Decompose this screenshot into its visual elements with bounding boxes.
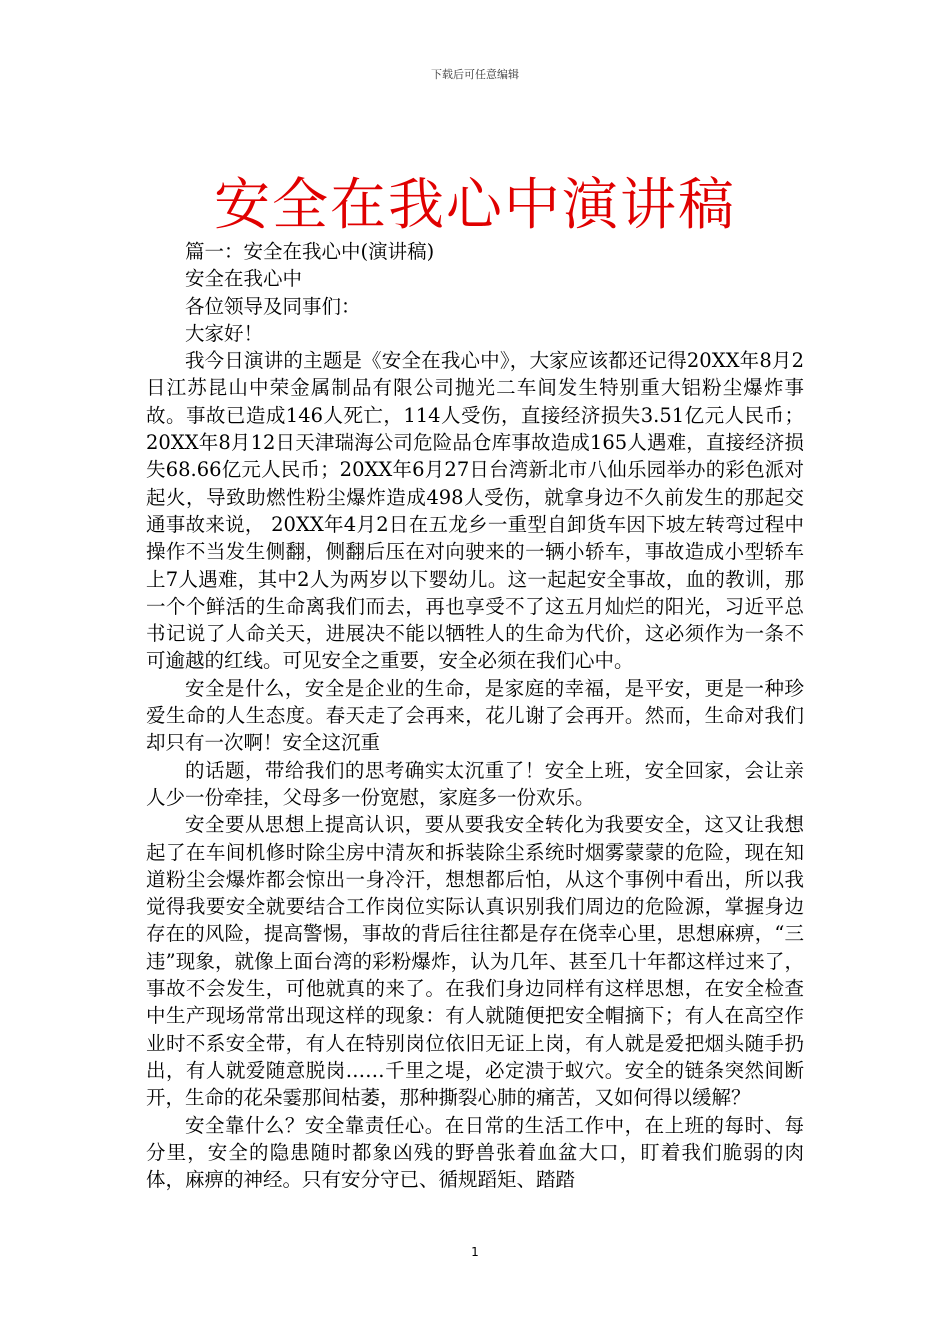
- paragraph: 篇一：安全在我心中(演讲稿): [185, 240, 435, 263]
- paragraph: 大家好！: [185, 321, 264, 345]
- paragraph: 安全在我心中: [185, 267, 303, 291]
- paragraph: 安全是什么，安全是企业的生命，是家庭的幸福，是平安，更是一种珍爱生命的人生态度。春天走了会再来，花儿谢了会再开。然而，生命对我们却只有一次啊！安全这沉重: [146, 676, 804, 755]
- paragraph: 的话题，带给我们的思考确实太沉重了！安全上班，安全回家，会让亲人少一份牵挂，父母多一份宽慰，家庭多一份欢乐。: [146, 758, 804, 809]
- paragraph: 安全靠什么？安全靠责任心。在日常的生活工作中，在上班的每时、每分里，安全的隐患随时都象凶残的野兽张着血盆大口，盯着我们脆弱的肉体，麻痹的神经。只有安分守已、循规蹈矩、踏踏: [146, 1113, 804, 1192]
- page-number: 1: [471, 1245, 479, 1259]
- paragraph: 各位领导及同事们：: [185, 294, 361, 318]
- document-title: 安全在我心中演讲稿: [214, 172, 736, 238]
- page-header-note: 下载后可任意编辑: [431, 68, 519, 81]
- paragraph: 我今日演讲的主题是《安全在我心中》，大家应该都还记得20XX年8月2日江苏昆山中荣金属制品有限公司抛光二车间发生特别重大铝粉尘爆炸事故。事故已造成146人死亡，114人受伤，直接经济损失3.51亿元人民币；20XX年8月12日天津瑞海公司危险品仓库事故造成165人遇难，直接经济损失68.66亿元人民币；20XX年6月27日台湾新北市八仙乐园举办的彩色派对起火，导致助燃性粉尘爆炸造成498人受伤，就拿身边不久前发生的那起交通事故来说， 20XX年4月2日在五龙乡一重型自卸货车因下坡左转弯过程中操作不当发生侧翻，侧翻后压在对向驶来的一辆小轿车，事故造成小型轿车上7人遇难，其中2人为两岁以下婴幼儿。这一起起安全事故，血的教训，那一个个鲜活的生命离我们而去，再也享受不了这五月灿烂的阳光，习近平总书记说了人命关天，进展决不能以牺牲人的生命为代价，这必须作为一条不可逾越的红线。可见安全之重要，安全必须在我们心中。: [146, 349, 804, 673]
- document-body: [146, 238, 804, 1193]
- paragraph: 安全要从思想上提高认识，要从要我安全转化为我要安全，这又让我想起了在车间机修时除尘房中清灰和拆装除尘系统时烟雾蒙蒙的危险，现在知道粉尘会爆炸都会惊出一身冷汗，想想都后怕，从这个事例中看出，所以我觉得我要安全就要结合工作岗位实际认真识别我们周边的危险源，掌握身边存在的风险，提高警惕，事故的背后往往都是存在侥幸心里，思想麻痹，“三违”现象，就像上面台湾的彩粉爆炸，认为几年、甚至几十年都这样过来了，事故不会发生，可他就真的来了。在我们身边同样有这样思想，在安全检查中生产现场常常出现这样的现象：有人就随便把安全帽摘下；有人在高空作业时不系安全带，有人在特别岗位依旧无证上岗，有人就是爱把烟头随手扔出，有人就爱随意脱岗……千里之堤，必定溃于蚁穴。安全的链条突然间断开，生命的花朵霎那间枯萎，那种撕裂心肺的痛苦，又如何得以缓解？: [146, 813, 804, 1110]
